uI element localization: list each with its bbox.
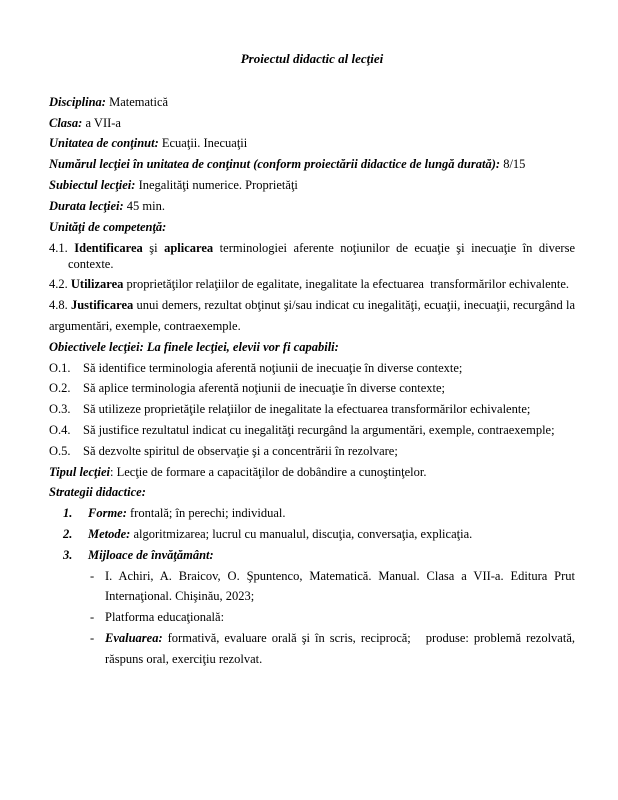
competency-keyword: Utilizarea	[70, 277, 124, 292]
meta-row-durata	[49, 196, 575, 217]
strategy-text: algoritmizarea; lucrul cu manualul, discuţia, conversaţia, explicaţia.	[130, 526, 473, 541]
lesson-type-text: : Lecţie de formare a capacităţilor de dobândire a cunoştinţelor.	[109, 464, 427, 479]
meta-value: Ecuaţii. Inecuaţii	[158, 136, 248, 151]
resource-text: formativă, evaluare orală şi în scris, reciprocă; produse: problemă rezolvată, răspuns oral, exerciţiu rezolvat.	[105, 630, 579, 666]
objective-number: O.2.	[49, 381, 71, 396]
objective-item-o2	[49, 378, 575, 399]
lesson-type-row	[49, 462, 575, 483]
competency-item-4-8	[49, 295, 575, 337]
strategy-number: 2.	[63, 526, 73, 541]
strategy-text: frontală; în perechi; individual.	[126, 506, 286, 521]
objective-number: O.3.	[49, 402, 71, 417]
meta-value: Matematică	[105, 94, 169, 109]
objective-text: Să justifice rezultatul indicat cu inegalităţi recurgând la argumentări, exemple, contraexemple;	[83, 422, 555, 437]
strategy-number: 1.	[63, 506, 73, 521]
meta-value: 8/15	[500, 157, 526, 172]
meta-label: Subiectul lecţiei:	[49, 177, 136, 192]
competency-keyword: Identificarea	[74, 241, 143, 256]
meta-label: Numărul lecţiei în unitatea de conţinut (conform proiectării didactice de lungă durată):	[49, 157, 501, 172]
objective-text: Să utilizeze proprietăţile relaţiilor de inegalitate la efectuarea transformărilor echivalente;	[83, 402, 531, 417]
strategy-item-mijloace	[49, 545, 575, 566]
competency-text: şi	[142, 241, 165, 256]
objective-number: O.5.	[49, 443, 71, 458]
meta-label: Unitatea de conţinut:	[49, 136, 159, 151]
competency-text: proprietăţilor relaţiilor de egalitate, inegalitate la efectuarea transformărilor echivalente.	[123, 277, 570, 292]
competency-item-4-1	[49, 240, 575, 272]
document-title: Proiectul didactic al lecţiei	[240, 51, 384, 66]
meta-label: Clasa:	[49, 115, 83, 130]
dash-bullet-icon: -	[90, 610, 95, 625]
meta-value: a VII-a	[82, 115, 121, 130]
competency-text: terminologiei aferente noţiunilor de ecuaţie şi inecuaţie în diverse contexte.	[68, 241, 575, 272]
competency-number: 4.1.	[49, 241, 75, 256]
meta-row-unitatea	[49, 133, 575, 154]
objective-text: Să identifice terminologia aferentă noţiunii de inecuaţie în diverse contexte;	[83, 360, 463, 375]
strategy-label: Metode:	[88, 526, 131, 541]
objectives-heading: Obiectivele lecţiei: La finele lecţiei, elevii vor fi capabili:	[49, 339, 339, 354]
competency-text: unui demers, rezultat obţinut şi/sau indicat cu inegalităţi, ecuaţii, inecuaţii, recurgând la argumentări, exemple, contraexemple.	[49, 298, 575, 333]
competency-keyword: Justificarea	[70, 298, 134, 313]
objective-number: O.1.	[49, 360, 71, 375]
resource-item-evaluation	[49, 628, 579, 670]
competency-keyword: aplicarea	[164, 241, 214, 256]
competency-number: 4.8.	[49, 298, 71, 313]
meta-row-clasa	[49, 113, 575, 134]
objective-item-o1	[49, 358, 575, 379]
resource-text: I. Achiri, A. Braicov, O. Şpuntenco, Matematică. Manual. Clasa a VII-a. Editura Prut Internaţional. Chişinău, 2023;	[105, 568, 575, 604]
meta-label: Durata lecţiei:	[49, 198, 124, 213]
lesson-type-label: Tipul lecţiei	[49, 464, 110, 479]
objective-item-o3	[49, 399, 575, 420]
strategy-label: Forme:	[88, 506, 127, 521]
objective-text: Să aplice terminologia aferentă noţiunii de inecuaţie în diverse contexte;	[83, 381, 446, 396]
strategy-item-metode	[49, 524, 575, 545]
resource-item-platform	[49, 607, 575, 628]
strategy-label: Mijloace de învăţământ:	[88, 547, 214, 562]
objective-item-o4	[49, 420, 575, 441]
meta-value: 45 min.	[123, 198, 165, 213]
strategy-number: 3.	[63, 547, 73, 562]
strategy-item-forme	[49, 503, 575, 524]
objective-item-o5	[49, 441, 575, 462]
objective-number: O.4.	[49, 422, 71, 437]
meta-row-subiectul	[49, 175, 575, 196]
competency-item-4-2	[49, 274, 575, 295]
meta-value: Inegalităţi numerice. Proprietăţi	[135, 177, 298, 192]
resource-text: Platforma educaţională:	[105, 610, 225, 625]
competencies-heading: Unităţi de competenţă:	[49, 219, 167, 234]
resource-label: Evaluarea:	[105, 630, 163, 645]
meta-row-numarul-lectiei	[49, 154, 575, 175]
meta-row-disciplina	[49, 92, 575, 113]
dash-bullet-icon: -	[90, 630, 95, 645]
resource-item-manual	[49, 566, 575, 608]
dash-bullet-icon: -	[90, 568, 95, 583]
strategies-heading: Strategii didactice:	[49, 485, 146, 500]
objective-text: Să dezvolte spiritul de observaţie şi a concentrării în rezolvare;	[83, 443, 398, 458]
competency-number: 4.2.	[49, 277, 71, 292]
meta-label: Disciplina:	[49, 94, 106, 109]
